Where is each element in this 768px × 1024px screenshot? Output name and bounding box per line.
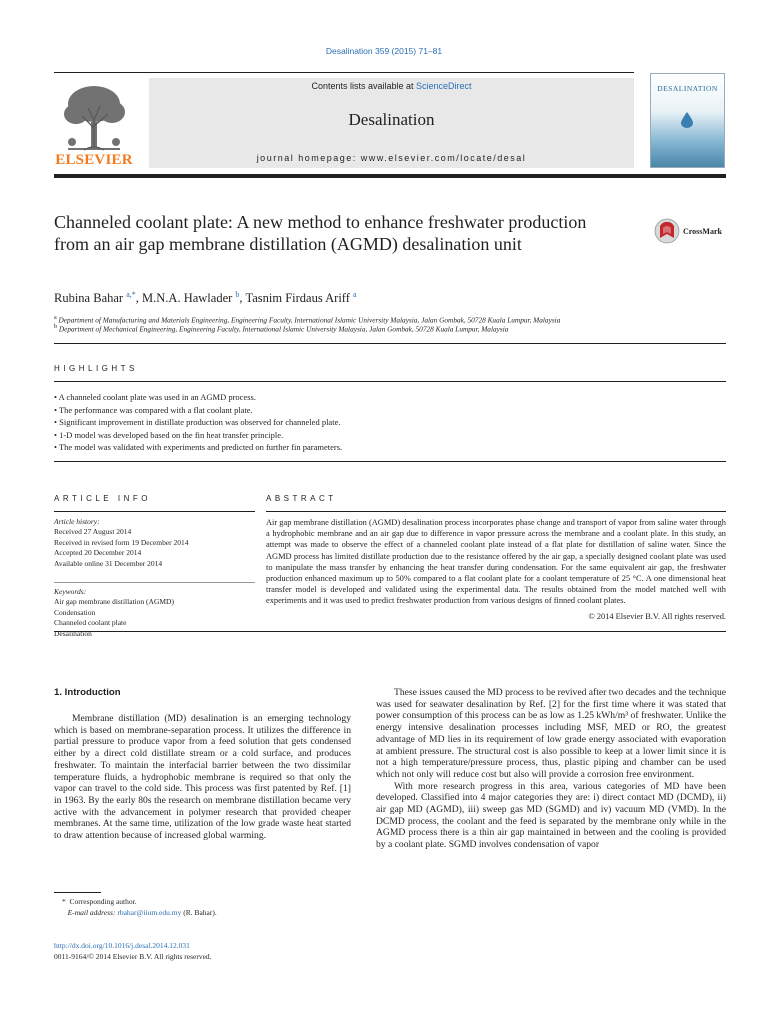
- cover-title: DESALINATION: [657, 84, 718, 93]
- abstract-end-rule: [54, 631, 726, 632]
- highlights-list: [54, 391, 342, 454]
- keyword-item: Channeled coolant plate: [54, 618, 127, 628]
- crossmark-icon[interactable]: [654, 218, 680, 244]
- keyword-item: Desalination: [54, 628, 92, 638]
- header-bottom-rule: [54, 174, 726, 178]
- journal-title: Desalination: [348, 110, 435, 129]
- history-label: Article history:: [54, 517, 100, 526]
- publisher-wordmark: ELSEVIER: [55, 152, 133, 168]
- abstract-copyright: © 2014 Elsevier B.V. All rights reserved.: [588, 612, 726, 621]
- abstract-heading: ABSTRACT: [266, 494, 337, 503]
- intro-right-column: [376, 687, 726, 851]
- footnote-rule: [54, 892, 101, 893]
- abstract-text: Air gap membrane distillation (AGMD) desalination process incorporates phase change and transport of vapor from saline water through a hydrophobic membrane and an air gap due to difference in vapor pressure across the membrane and a coolant plate. In this study, an attempt was made to observe the effect of a channeled coolant plate instead of a flat plate for distillation of saline water. Since the AGMD process has limited distillate production due to the resistance offered by the air gap, a specially designed coolant plate was used to manipulate the mass transfer by enhancing the heat transfer during condensation. For the same equivalent air gap, the freshwater production enhanced maximum up to 50% compared to a flat coolant plate for a coolant temperature of 25 °C. A one dimensional heat transfer model is developed and validated using the experimental data. The results obtained from the model matched well with experiments and it was used to predict freshwater production from various designs of finned coolant plates.: [266, 518, 726, 606]
- highlight-item: • Significant improvement in distillate production was observed for channeled plate.: [54, 417, 341, 427]
- history-item: Accepted 20 December 2014: [54, 548, 142, 558]
- corresponding-text: Corresponding author.: [69, 897, 137, 906]
- water-drop-icon: [681, 112, 693, 128]
- introduction-heading: 1. Introduction: [54, 687, 121, 698]
- author-list: [54, 290, 357, 306]
- homepage-prefix: journal homepage:: [256, 153, 361, 163]
- header-top-rule: [54, 72, 634, 73]
- homepage-url[interactable]: www.elsevier.com/locate/desal: [360, 153, 527, 163]
- affiliation-rule: [54, 343, 726, 344]
- crossmark-label[interactable]: CrossMark: [683, 227, 722, 236]
- author-separator: ,: [135, 291, 143, 306]
- intro-paragraph: With more research progress in this area, various categories of MD have been developed. Classified into 4 major categories they are: i) direct contact MD (DCMD), ii) air gap MD (AGMD), iii) sweep gas MD (SGMD) and iv) vacuum MD (VMD). In the DCMD process, the coolant and the feed is separated by the membrane only while in the AGMD process there is a thin air gap maintained in between and the cooling is provided by a coolant plate. SGMD involves condensation of vapor: [376, 780, 726, 851]
- author-affiliation-marker[interactable]: a,*: [126, 290, 136, 299]
- intro-left-column: [54, 701, 351, 842]
- corresponding-author-note: [62, 896, 217, 907]
- history-item: Available online 31 December 2014: [54, 558, 163, 568]
- email-line: [62, 907, 217, 918]
- doi-block: [54, 940, 212, 962]
- keyword-item: Air gap membrane distillation (AGMD): [54, 597, 174, 607]
- affiliation-marker: b: [54, 324, 58, 330]
- intro-paragraph: These issues caused the MD process to be revived after two decades and the technique was used for seawater desalination by Ref. [2] for the first time where it was stated that power consumption of this process can be as low as 1.25 kWh/m³ of freshwater. Unlike the energy intensive desalination processes including MSF, MED or RO, the greatest advantage of MD lies in its requirement of low grade energy associated with evaporation at ambient pressure. The structural cost is also possible to keep at a lower limit since it is not a high temperature/pressure process, thus, plastic piping and chamber can be used which not only will reduce cost but also will provide a corrosion free environment.: [376, 687, 726, 780]
- doi-link[interactable]: http://dx.doi.org/10.1016/j.desal.2014.12.031: [54, 941, 190, 950]
- journal-citation[interactable]: Desalination 359 (2015) 71–81: [325, 46, 443, 56]
- highlight-item: • A channeled coolant plate was used in an AGMD process.: [54, 392, 256, 402]
- footnote: [62, 896, 217, 918]
- author-name: M.N.A. Hawlader: [142, 291, 233, 306]
- affiliation-text: Department of Mechanical Engineering, Engineering Faculty, International Islamic University Malaysia, Jalan Gombak, 50728 Kuala Lumpur, Malaysia: [58, 324, 509, 334]
- author-separator: ,: [239, 291, 246, 306]
- affiliation-a: [54, 315, 560, 324]
- highlights-end-rule: [54, 461, 726, 462]
- author-affiliation-marker[interactable]: b: [235, 290, 240, 299]
- affiliation-text: Department of Manufacturing and Materials Engineering, Engineering Faculty, International Islamic University Malaysia, Jalan Gombak, 50728 Kuala Lumpur, Malaysia: [58, 315, 561, 325]
- footnote-star: *: [62, 897, 66, 906]
- history-rule: [54, 582, 255, 583]
- paper-title: Channeled coolant plate: A new method to enhance freshwater production from an air gap membrane distillation (AGMD) desalination unit: [54, 212, 587, 254]
- affiliation-marker: a: [54, 315, 57, 321]
- sciencedirect-link[interactable]: ScienceDirect: [416, 81, 472, 91]
- history-item: Received in revised form 19 December 2014: [54, 537, 189, 547]
- intro-paragraph: Membrane distillation (MD) desalination is an emerging technology which is based on membrane-separation process. It utilizes the difference in partial pressure to produce vapor from a feed solution that gets condensed either by a direct cold distillate stream or a cold surface, and produces freshwater. To maintain the interfacial barrier between the two dissimilar temperature fluids, a hydrophobic membrane is required so that only the vapor can travel to the cold side. This process was first patented by Ref. [1] in 1963. By the early 80s the research on membrane distillation became very active with the advancement in polymer research that provided cheaper membranes. At the same time, utilization of the low grade waste heat started to draw attention because of increased global warming.: [54, 713, 351, 842]
- article-history: [54, 517, 255, 569]
- author-name: Rubina Bahar: [54, 291, 124, 306]
- highlights-heading: HIGHLIGHTS: [54, 364, 138, 373]
- email-link[interactable]: rbahar@iium.edu.my: [117, 908, 182, 917]
- author-name: Tasnim Firdaus Ariff: [245, 291, 350, 306]
- contents-line: [149, 81, 634, 91]
- article-info-rule: [54, 511, 255, 512]
- affiliation-b: [54, 324, 508, 333]
- highlights-rule: [54, 381, 726, 382]
- contents-prefix: Contents lists available at: [311, 81, 417, 91]
- keyword-item: Condensation: [54, 607, 96, 617]
- keywords-label: Keywords:: [54, 587, 87, 596]
- highlight-item: • 1-D model was developed based on the fin heat transfer principle.: [54, 429, 284, 440]
- issn-line: 0011-9164/© 2014 Elsevier B.V. All rights reserved.: [54, 952, 212, 961]
- history-item: Received 27 August 2014: [54, 527, 132, 537]
- highlight-item: • The performance was compared with a flat coolant plate.: [54, 404, 253, 415]
- journal-homepage: [149, 153, 634, 163]
- email-label: E-mail address:: [67, 908, 116, 917]
- article-info-heading: ARTICLE INFO: [54, 494, 151, 503]
- email-suffix: (R. Bahar).: [183, 908, 217, 917]
- abstract-rule: [266, 511, 726, 512]
- highlight-item: • The model was validated with experiments and predicted on further fin parameters.: [54, 442, 343, 452]
- author-affiliation-marker[interactable]: a: [353, 290, 357, 299]
